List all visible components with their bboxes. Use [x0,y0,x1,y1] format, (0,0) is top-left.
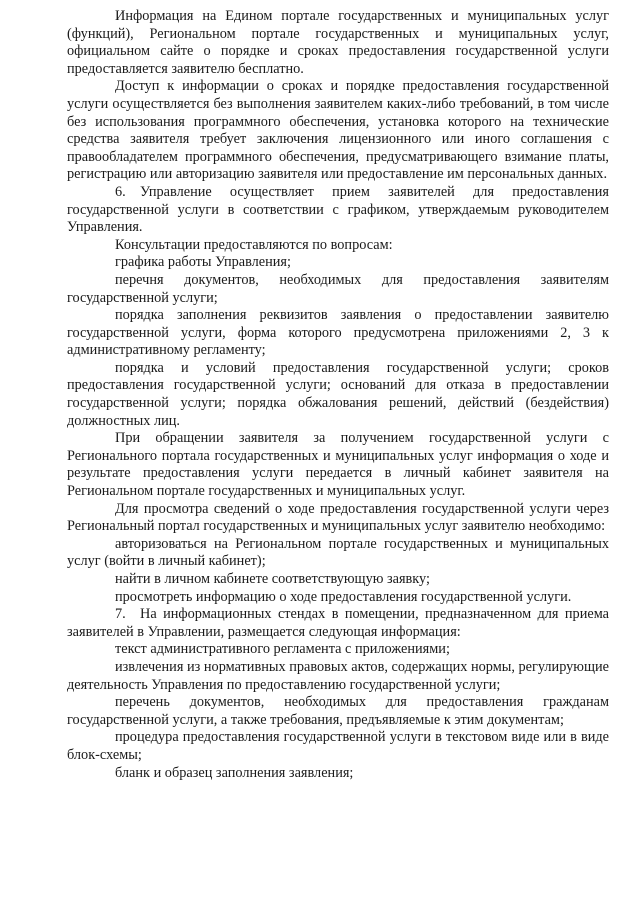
paragraph-consultations-intro: Консультации предоставляются по вопросам: [115,236,393,253]
list-item-legal-extracts: извлечения из нормативных правовых актов, содержащих нормы, регулирующие деятельность Управления по предоставлению государственной услуги; [67,658,609,693]
paragraph-application-status: При обращении заявителя за получением государственной услуги с Регионального портала государственных и муниципальных услуг информация о ходе и результате предоставления услуги передается в личный кабинет заявителя на Региональном портале государственных и муниципальных услуг. [67,430,609,500]
list-item-view-status: просмотреть информацию о ходе предоставления государственной услуги. [115,588,572,605]
list-item-authorize: авторизоваться на Региональном портале государственных и муниципальных услуг (войти в личный кабинет); [67,535,609,570]
list-item-schedule: графика работы Управления; [115,254,291,271]
list-item-regulation-text: текст административного регламента с приложениями; [115,641,450,658]
list-item-document-list: перечень документов, необходимых для предоставления гражданам государственной услуги, а также требования, предъявляемые к этим документам; [67,694,609,728]
document-page [67,8,609,782]
paragraph-access-info: Доступ к информации о сроках и порядке предоставления государственной услуги осуществляется без выполнения заявителем каких-либо требований, в том числе без использования программного обеспечения, установка которого на технические средства заявителя требует заключения лицензионного или иного соглашения с правообладателем программного обеспечения, предусматривающего взимание платы, регистрацию или авторизацию заявителя или предоставление им персональных данных. [67,78,609,183]
paragraph-item-6: 6. Управление осуществляет прием заявителей для предоставления государственной услуги в соответствии с графиком, утверждаемым руководителем Управления. [67,183,609,236]
paragraph-item-7: 7. На информационных стендах в помещении, предназначенном для приема заявителей в Управлении, размещается следующая информация: [67,606,609,640]
list-item-form-filling: порядка заполнения реквизитов заявления о предоставлении заявителю государственной услуги, форма которого предусмотрена приложениями 2, 3 к административному регламенту; [67,307,609,359]
paragraph-portal-info: Информация на Едином портале государственных и муниципальных услуг (функций), Региональном портале государственных и муниципальных услуг, официальном сайте о порядке и сроках предоставления государственной услуги предоставляется заявителю бесплатно. [67,8,609,77]
paragraph-status-view-intro: Для просмотра сведений о ходе предоставления государственной услуги через Региональный портал государственных и муниципальных услуг заявителю необходимо: [67,500,609,535]
list-item-form-sample: бланк и образец заполнения заявления; [115,764,354,781]
list-item-documents: перечня документов, необходимых для предоставления заявителям государственной услуги; [67,271,609,306]
list-item-procedure-terms: порядка и условий предоставления государственной услуги; сроков предоставления государственной услуги; оснований для отказа в предоставлении государственной услуги; порядка обжалования решений, действий (бездействия) должностных лиц. [67,359,609,429]
list-item-find-request: найти в личном кабинете соответствующую заявку; [115,571,430,587]
list-item-procedure-flowchart: процедура предоставления государственной услуги в текстовом виде или в виде блок-схемы; [67,729,609,763]
